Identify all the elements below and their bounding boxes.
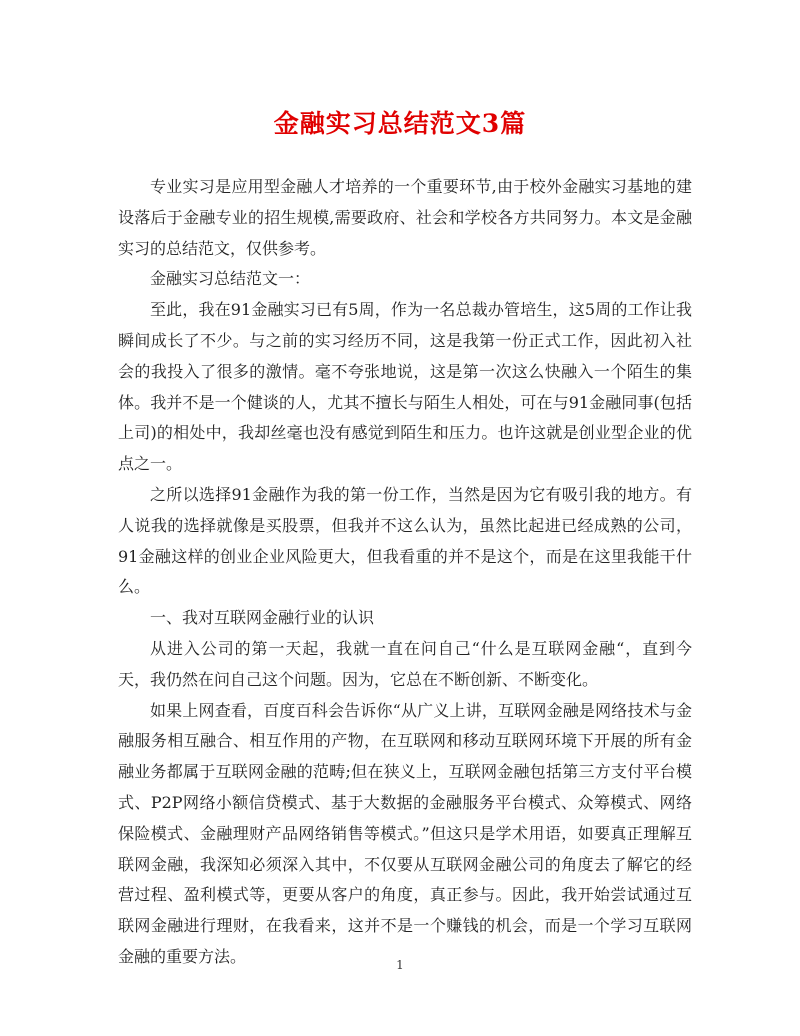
paragraph-internship-experience: 至此，我在91金融实习已有5周，作为一名总裁办管培生，这5周的工作让我瞬间成长了不少。与之前的实习经历不同，这是我第一份正式工作，因此初入社会的我投入了很多的激情。毫不夸张地说，这是第一次这么快融入一个陌生的集体。我并不是一个健谈的人，尤其不擅长与陌生人相处，可在与91金融同事(包括上司)的相处中，我却丝毫也没有感觉到陌生和压力。也许这就是创业型企业的优点之一。 xyxy=(118,300,692,474)
page-number: 1 xyxy=(396,958,404,972)
paragraph-question: 从进入公司的第一天起，我就一直在问自己“什么是互联网金融“，直到今天，我仍然在问自己这个问题。因为，它总在不断创新、不断变化。 xyxy=(118,638,692,689)
paragraph-definition: 如果上网查看，百度百科会告诉你“从广义上讲，互联网金融是网络技术与金融服务相互融合、相互作用的产物，在互联网和移动互联网环境下开展的所有金融业务都属于互联网金融的范畴;但在狭义上，互联网金融包括第三方支付平台模式、P2P网络小额信贷模式、基于大数据的金融服务平台模式、众筹模式、网络保险模式、金融理财产品网络销售等模式。”但这只是学术用语，如要真正理解互联网金融，我深知必须深入其中，不仅要从互联网金融公司的角度去了解它的经营过程、盈利模式等，更要从客户的角度，真正参与。因此，我开始尝试通过互联网金融进行理财，在我看来，这并不是一个赚钱的机会，而是一个学习互联网金融的重要方法。 xyxy=(118,700,692,966)
paragraph-section-heading: 金融实习总结范文一： xyxy=(150,269,311,289)
paragraph-intro: 专业实习是应用型金融人才培养的一个重要环节,由于校外金融实习基地的建设落后于金融专业的招生规模,需要政府、社会和学校各方共同努力。本文是金融实习的总结范文，仅供参考。 xyxy=(118,177,692,258)
paragraph-choice-reason: 之所以选择91金融作为我的第一份工作，当然是因为它有吸引我的地方。有人说我的选择就像是买股票，但我并不这么认为，虽然比起进已经成熟的公司，91金融这样的创业企业风险更大，但我看重的并不是这个，而是在这里我能干什么。 xyxy=(118,484,692,597)
document-body xyxy=(118,172,692,973)
paragraph-subheading: 一、我对互联网金融行业的认识 xyxy=(150,608,375,628)
document-title: 金融实习总结范文3篇 xyxy=(273,109,527,138)
